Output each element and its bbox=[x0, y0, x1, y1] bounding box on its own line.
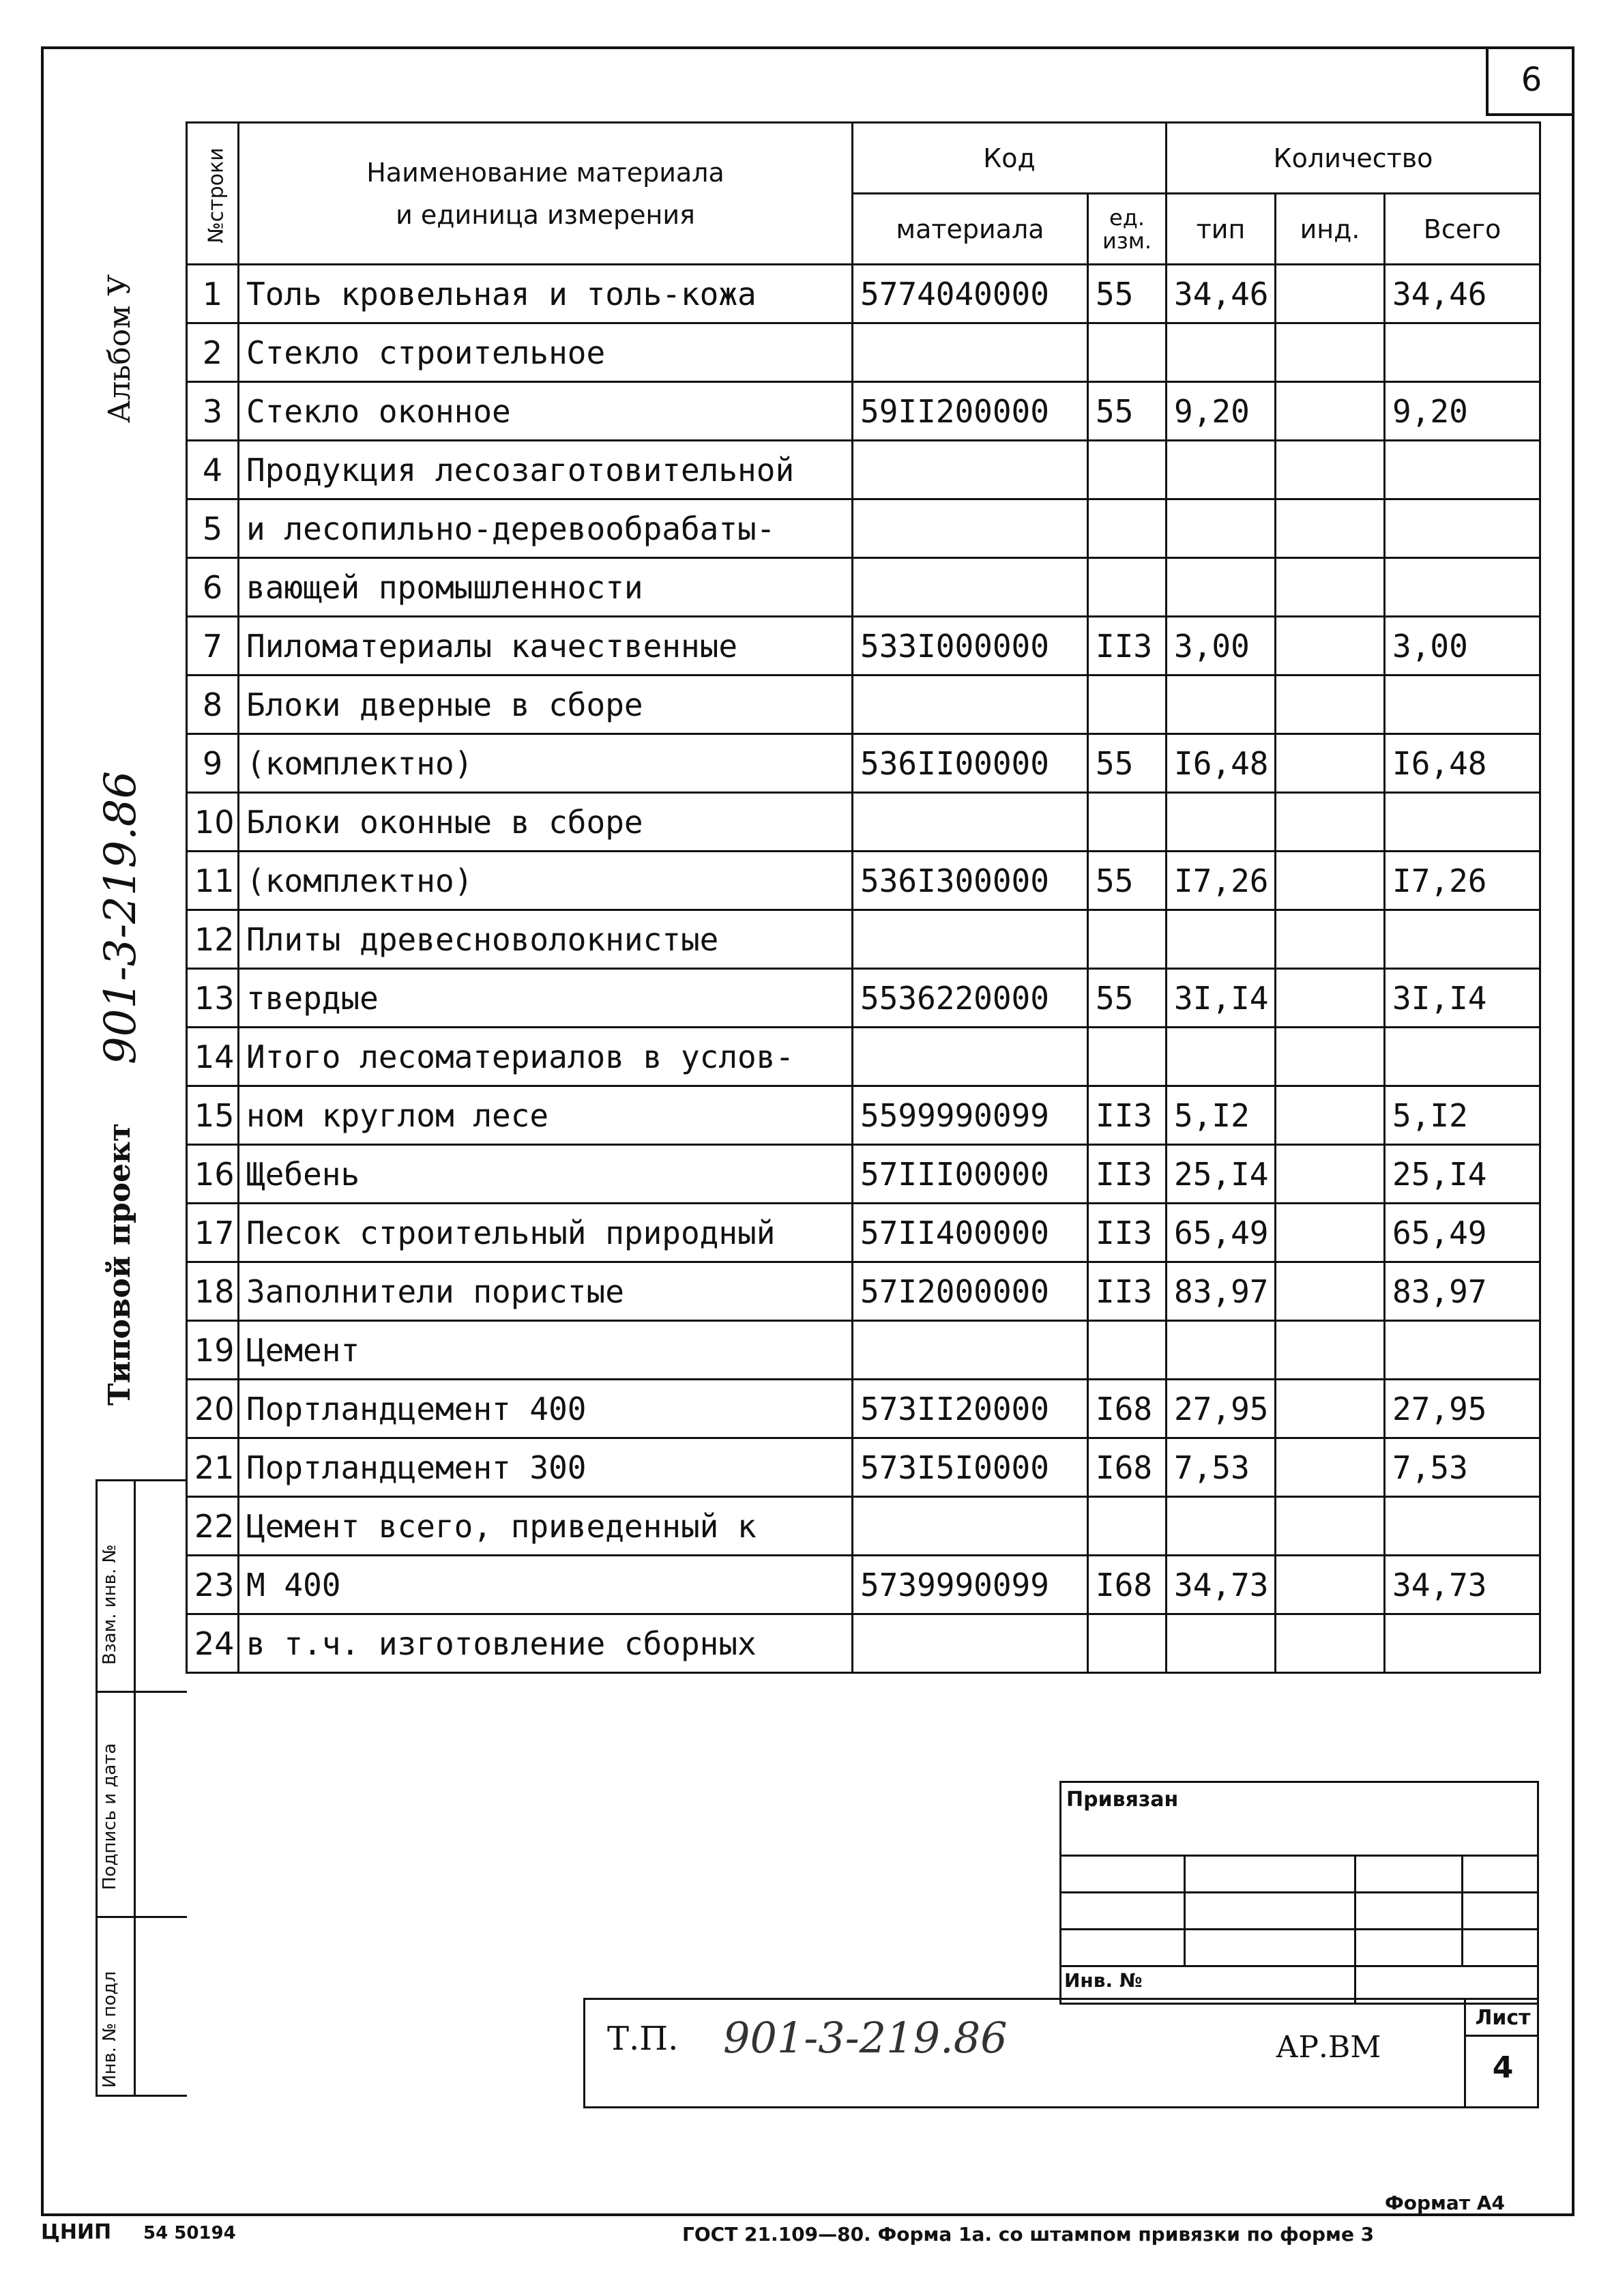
table-row bbox=[187, 265, 1540, 323]
qty-type bbox=[1167, 1321, 1276, 1380]
qty-total bbox=[1385, 675, 1540, 734]
qty-type bbox=[1167, 793, 1276, 852]
row-number: 8 bbox=[187, 675, 239, 734]
unit-code: 55 bbox=[1088, 852, 1167, 910]
table-row bbox=[187, 1614, 1540, 1673]
table-row bbox=[187, 1262, 1540, 1321]
material-name: Портландцемент 300 bbox=[239, 1438, 853, 1497]
material-name: Щебень bbox=[239, 1145, 853, 1204]
material-code bbox=[853, 1028, 1088, 1086]
unit-code: II3 bbox=[1088, 1204, 1167, 1262]
material-code: 5774040000 bbox=[853, 265, 1088, 323]
material-code bbox=[853, 1321, 1088, 1380]
title-stamp-divider bbox=[1464, 1998, 1466, 2108]
row-number: 18 bbox=[187, 1262, 239, 1321]
row-number: 10 bbox=[187, 793, 239, 852]
unit-code bbox=[1088, 910, 1167, 969]
row-number: 23 bbox=[187, 1556, 239, 1614]
cnip-label: ЦНИП bbox=[41, 2220, 112, 2244]
unit-code bbox=[1088, 675, 1167, 734]
row-number: 17 bbox=[187, 1204, 239, 1262]
unit-code bbox=[1088, 1321, 1167, 1380]
row-number: 1 bbox=[187, 265, 239, 323]
stamp-line-3 bbox=[1059, 1928, 1539, 1930]
qty-ind bbox=[1276, 793, 1385, 852]
qty-ind bbox=[1276, 852, 1385, 910]
qty-ind-header: инд. bbox=[1276, 194, 1385, 265]
qty-total: 25,I4 bbox=[1385, 1145, 1540, 1204]
table-row bbox=[187, 1438, 1540, 1497]
qty-total: 34,46 bbox=[1385, 265, 1540, 323]
row-number: 12 bbox=[187, 910, 239, 969]
qty-ind bbox=[1276, 1497, 1385, 1556]
stamp-line-2 bbox=[1059, 1891, 1539, 1893]
material-name: твердые bbox=[239, 969, 853, 1028]
material-name: Стекло строительное bbox=[239, 323, 853, 382]
material-code: 57I2000000 bbox=[853, 1262, 1088, 1321]
table-row bbox=[187, 499, 1540, 558]
sheet-number: 6 bbox=[1486, 46, 1574, 116]
unit-code: 55 bbox=[1088, 382, 1167, 441]
material-code: 536I300000 bbox=[853, 852, 1088, 910]
qty-total bbox=[1385, 323, 1540, 382]
unit-code: II3 bbox=[1088, 1086, 1167, 1145]
qty-type: 3,00 bbox=[1167, 617, 1276, 675]
material-name: (комплектно) bbox=[239, 734, 853, 793]
material-name: в т.ч. изготовление сборных bbox=[239, 1614, 853, 1673]
qty-type: I7,26 bbox=[1167, 852, 1276, 910]
qty-ind bbox=[1276, 441, 1385, 499]
code-material-header: материала bbox=[853, 194, 1088, 265]
unit-code bbox=[1088, 1497, 1167, 1556]
order-number: 54 50194 bbox=[143, 2223, 236, 2243]
material-name: ном круглом лесе bbox=[239, 1086, 853, 1145]
material-code bbox=[853, 441, 1088, 499]
material-name: Блоки оконные в сборе bbox=[239, 793, 853, 852]
qty-ind bbox=[1276, 1321, 1385, 1380]
qty-total bbox=[1385, 910, 1540, 969]
qty-total bbox=[1385, 499, 1540, 558]
format-label: Формат А4 bbox=[1385, 2192, 1505, 2214]
material-code: 57II400000 bbox=[853, 1204, 1088, 1262]
tp-label: Т.П. bbox=[607, 2020, 679, 2058]
material-name: и лесопильно-деревообрабаты- bbox=[239, 499, 853, 558]
unit-code bbox=[1088, 1028, 1167, 1086]
unit-code: II3 bbox=[1088, 1145, 1167, 1204]
row-number: 2 bbox=[187, 323, 239, 382]
stamp-vline-1 bbox=[1184, 1855, 1186, 1965]
stamp-line-1 bbox=[1059, 1855, 1539, 1857]
unit-header: ед. изм. bbox=[1088, 194, 1167, 265]
qty-type: 9,20 bbox=[1167, 382, 1276, 441]
material-code: 57III00000 bbox=[853, 1145, 1088, 1204]
qty-total: 83,97 bbox=[1385, 1262, 1540, 1321]
qty-ind bbox=[1276, 382, 1385, 441]
unit-code bbox=[1088, 558, 1167, 617]
qty-type bbox=[1167, 675, 1276, 734]
row-number: 4 bbox=[187, 441, 239, 499]
qty-type: 25,I4 bbox=[1167, 1145, 1276, 1204]
stamp-vline-3 bbox=[1461, 1855, 1463, 1965]
table-row bbox=[187, 1380, 1540, 1438]
signature-date-label: Подпись и дата bbox=[100, 1743, 120, 1890]
unit-code bbox=[1088, 441, 1167, 499]
qty-total: 3,00 bbox=[1385, 617, 1540, 675]
unit-code bbox=[1088, 1614, 1167, 1673]
unit-code: II3 bbox=[1088, 617, 1167, 675]
qty-ind bbox=[1276, 1380, 1385, 1438]
row-number: 16 bbox=[187, 1145, 239, 1204]
qty-type bbox=[1167, 499, 1276, 558]
qty-total bbox=[1385, 1497, 1540, 1556]
privyazan-label: Привязан bbox=[1066, 1788, 1179, 1812]
unit-code bbox=[1088, 499, 1167, 558]
material-code bbox=[853, 323, 1088, 382]
material-code: 533I000000 bbox=[853, 617, 1088, 675]
qty-ind bbox=[1276, 1556, 1385, 1614]
side-project-number: 901-3-219.86 bbox=[96, 770, 146, 1064]
material-name: Толь кровельная и толь-кожа bbox=[239, 265, 853, 323]
qty-ind bbox=[1276, 323, 1385, 382]
sheet-label: Лист bbox=[1475, 2006, 1531, 2030]
album-label: Альбом У bbox=[102, 274, 137, 423]
sheet-value: 4 bbox=[1492, 2050, 1514, 2085]
qty-type: I6,48 bbox=[1167, 734, 1276, 793]
qty-type: 34,46 bbox=[1167, 265, 1276, 323]
material-code bbox=[853, 675, 1088, 734]
table-row bbox=[187, 1086, 1540, 1145]
row-number-header: №строки bbox=[187, 123, 239, 265]
inv-podl-label: Инв. № подл bbox=[100, 1971, 120, 2088]
sheet-divider bbox=[1464, 2035, 1539, 2037]
table-row bbox=[187, 734, 1540, 793]
table-row bbox=[187, 1204, 1540, 1262]
row-number: 3 bbox=[187, 382, 239, 441]
material-name: Песок строительный природный bbox=[239, 1204, 853, 1262]
material-name: Блоки дверные в сборе bbox=[239, 675, 853, 734]
qty-ind bbox=[1276, 910, 1385, 969]
unit-code: II3 bbox=[1088, 1262, 1167, 1321]
material-name: Цемент bbox=[239, 1321, 853, 1380]
table-row bbox=[187, 852, 1540, 910]
unit-code bbox=[1088, 323, 1167, 382]
qty-type bbox=[1167, 323, 1276, 382]
stamp-line-4 bbox=[1059, 1965, 1539, 1967]
qty-type: 7,53 bbox=[1167, 1438, 1276, 1497]
material-code bbox=[853, 558, 1088, 617]
gost-label: ГОСТ 21.109—80. Форма 1а. со штампом привязки по форме 3 bbox=[682, 2223, 1375, 2246]
qty-total bbox=[1385, 1614, 1540, 1673]
qty-total: 27,95 bbox=[1385, 1380, 1540, 1438]
row-number: 24 bbox=[187, 1614, 239, 1673]
row-number: 9 bbox=[187, 734, 239, 793]
qty-type bbox=[1167, 1028, 1276, 1086]
qty-ind bbox=[1276, 1438, 1385, 1497]
table-row bbox=[187, 1028, 1540, 1086]
qty-ind bbox=[1276, 617, 1385, 675]
qty-total: I7,26 bbox=[1385, 852, 1540, 910]
qty-total: 3I,I4 bbox=[1385, 969, 1540, 1028]
material-code: 5599990099 bbox=[853, 1086, 1088, 1145]
unit-code: I68 bbox=[1088, 1438, 1167, 1497]
qty-ind bbox=[1276, 558, 1385, 617]
row-number: 19 bbox=[187, 1321, 239, 1380]
name-header: Наименование материала и единица измерения bbox=[239, 123, 853, 265]
row-number: 6 bbox=[187, 558, 239, 617]
material-name: Стекло оконное bbox=[239, 382, 853, 441]
qty-total: 34,73 bbox=[1385, 1556, 1540, 1614]
material-code bbox=[853, 793, 1088, 852]
table-row bbox=[187, 1497, 1540, 1556]
qty-ind bbox=[1276, 265, 1385, 323]
unit-code bbox=[1088, 793, 1167, 852]
row-number: 11 bbox=[187, 852, 239, 910]
material-name: Портландцемент 400 bbox=[239, 1380, 853, 1438]
side-divider-1 bbox=[96, 1691, 187, 1693]
table-row bbox=[187, 969, 1540, 1028]
qty-total: 7,53 bbox=[1385, 1438, 1540, 1497]
material-code: 573II20000 bbox=[853, 1380, 1088, 1438]
material-name: Продукция лесозаготовительной bbox=[239, 441, 853, 499]
quantity-header: Количество bbox=[1167, 123, 1540, 194]
unit-code: 55 bbox=[1088, 969, 1167, 1028]
materials-table bbox=[186, 121, 1541, 1674]
code-header: Код bbox=[853, 123, 1167, 194]
qty-total bbox=[1385, 441, 1540, 499]
material-code bbox=[853, 499, 1088, 558]
qty-ind bbox=[1276, 1614, 1385, 1673]
qty-ind bbox=[1276, 675, 1385, 734]
qty-total bbox=[1385, 793, 1540, 852]
material-name: Заполнители пористые bbox=[239, 1262, 853, 1321]
qty-total bbox=[1385, 558, 1540, 617]
table-row bbox=[187, 441, 1540, 499]
table-row bbox=[187, 617, 1540, 675]
stamp-vline-2 bbox=[1354, 1855, 1356, 2005]
row-number: 13 bbox=[187, 969, 239, 1028]
qty-type-header: тип bbox=[1167, 194, 1276, 265]
qty-ind bbox=[1276, 1262, 1385, 1321]
qty-total: 5,I2 bbox=[1385, 1086, 1540, 1145]
qty-type: 65,49 bbox=[1167, 1204, 1276, 1262]
row-number: 7 bbox=[187, 617, 239, 675]
table-row bbox=[187, 558, 1540, 617]
qty-type bbox=[1167, 910, 1276, 969]
table-row bbox=[187, 1145, 1540, 1204]
qty-type: 34,73 bbox=[1167, 1556, 1276, 1614]
unit-code: I68 bbox=[1088, 1380, 1167, 1438]
material-code bbox=[853, 1614, 1088, 1673]
table-row bbox=[187, 793, 1540, 852]
qty-ind bbox=[1276, 1086, 1385, 1145]
inv-no-label: Инв. № bbox=[1064, 1969, 1143, 1992]
qty-ind bbox=[1276, 734, 1385, 793]
table-row bbox=[187, 1556, 1540, 1614]
material-name: вающей промышленности bbox=[239, 558, 853, 617]
tp-number: 901-3-219.86 bbox=[723, 2013, 1008, 2063]
material-code: 59II200000 bbox=[853, 382, 1088, 441]
material-name: (комплектно) bbox=[239, 852, 853, 910]
qty-ind bbox=[1276, 1145, 1385, 1204]
qty-total bbox=[1385, 1321, 1540, 1380]
qty-total: 9,20 bbox=[1385, 382, 1540, 441]
qty-type bbox=[1167, 1497, 1276, 1556]
material-code: 5739990099 bbox=[853, 1556, 1088, 1614]
table-row bbox=[187, 323, 1540, 382]
table-row bbox=[187, 675, 1540, 734]
qty-type: 27,95 bbox=[1167, 1380, 1276, 1438]
material-name: Итого лесоматериалов в услов- bbox=[239, 1028, 853, 1086]
qty-total-header: Всего bbox=[1385, 194, 1540, 265]
table-row bbox=[187, 910, 1540, 969]
unit-code: 55 bbox=[1088, 265, 1167, 323]
row-number: 22 bbox=[187, 1497, 239, 1556]
qty-type bbox=[1167, 441, 1276, 499]
material-code bbox=[853, 910, 1088, 969]
material-name: Цемент всего, приведенный к bbox=[239, 1497, 853, 1556]
qty-ind bbox=[1276, 1028, 1385, 1086]
material-name: Пиломатериалы качественные bbox=[239, 617, 853, 675]
qty-type: 83,97 bbox=[1167, 1262, 1276, 1321]
row-number: 15 bbox=[187, 1086, 239, 1145]
qty-ind bbox=[1276, 1204, 1385, 1262]
qty-total: 65,49 bbox=[1385, 1204, 1540, 1262]
row-number: 14 bbox=[187, 1028, 239, 1086]
table-row bbox=[187, 1321, 1540, 1380]
material-name: М 400 bbox=[239, 1556, 853, 1614]
material-code: 536II00000 bbox=[853, 734, 1088, 793]
unit-code: 55 bbox=[1088, 734, 1167, 793]
unit-code: I68 bbox=[1088, 1556, 1167, 1614]
qty-type bbox=[1167, 1614, 1276, 1673]
project-type-label: Типовой проект bbox=[102, 1122, 137, 1406]
vzam-inv-label: Взам. инв. № bbox=[100, 1544, 120, 1665]
material-code bbox=[853, 1497, 1088, 1556]
material-code: 5536220000 bbox=[853, 969, 1088, 1028]
qty-type: 3I,I4 bbox=[1167, 969, 1276, 1028]
table-row bbox=[187, 382, 1540, 441]
row-number: 5 bbox=[187, 499, 239, 558]
side-divider-2 bbox=[96, 1916, 187, 1918]
material-code: 573I5I0000 bbox=[853, 1438, 1088, 1497]
qty-total: I6,48 bbox=[1385, 734, 1540, 793]
qty-ind bbox=[1276, 499, 1385, 558]
qty-type bbox=[1167, 558, 1276, 617]
qty-total bbox=[1385, 1028, 1540, 1086]
qty-ind bbox=[1276, 969, 1385, 1028]
row-number: 21 bbox=[187, 1438, 239, 1497]
document-code: АР.ВМ bbox=[1276, 2030, 1381, 2065]
row-number: 20 bbox=[187, 1380, 239, 1438]
material-name: Плиты древесноволокнистые bbox=[239, 910, 853, 969]
qty-type: 5,I2 bbox=[1167, 1086, 1276, 1145]
